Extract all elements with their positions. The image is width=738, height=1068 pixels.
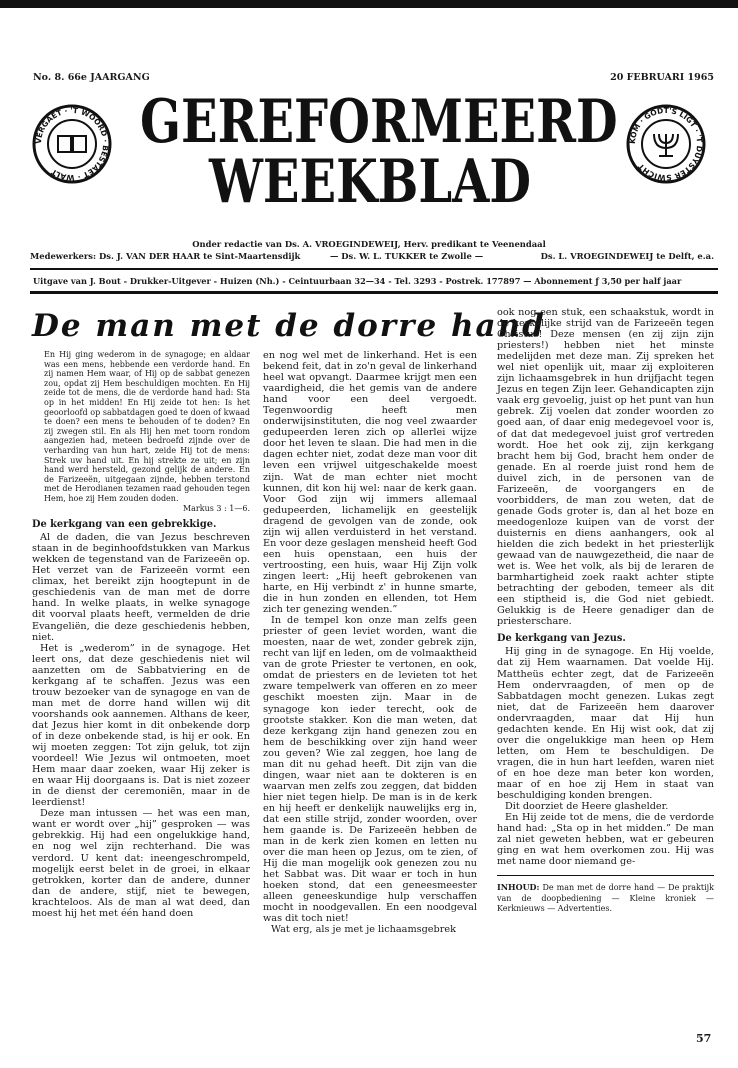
masthead-title-line2: WEEKBLAD xyxy=(209,147,531,217)
paragraph: En Hij zeide tot de mens, die de verdorde hand had: „Sta op in het midden.” De man zal niet geweten hebben, wat er gebeuren ging en wat hem overkomen zou. Hij was met name door niemand ge- xyxy=(497,812,714,868)
paragraph: In de tempel kon onze man zelfs geen priester of geen leviet worden, want die moesten, naar de wet, zonder gebrek zijn, recht van lijf en leden, om de volmaaktheid van de grote Priester te vertonen, en ook, omdat de priesters en de levieten tot het zware tempelwerk van offeren en zo meer geschikt moesten zijn. Maar in de synagoge kon ieder terecht, ook de grootste stakker. Kon die man weten, dat deze kerkgang zijn hand genezen zou en hem de beschikking over zijn hand weer zou geven? Wie zal zeggen, hoe lang de man dit nu gehad heeft. Dit zijn van die dingen, waar niet aan te dokteren is en waarvan men zelfs zou zeggen, dat bidden hier niet tegen hielp. De man is in de kerk en hij heeft er denkelijk nauwelijks erg in, dat een stille strijd, zonder woorden, over hem gaande is. De Farizeeën hebben de man in de kerk zien komen en letten nu over die man heen op Jezus, om te zien, of Hij die man mogelijk ook genezen zou nu het Sabbat was. Dit waar er toch in hun hoeken stond, dat een geneesmeester alleen geneeskundige hulp verschaffen mocht in noodgevallen. En een noodgeval was dit toch niet! xyxy=(263,615,477,925)
top-border xyxy=(0,0,738,8)
article-title: De man met de dorre hand xyxy=(32,308,546,344)
paragraph: en nog wel met de linkerhand. Het is een bekend feit, dat in zo'n geval de linkerhand heel wat opvangt. Daarmee krijgt men een vaardigheid, die het gemis van de andere hand voor een deel vergoedt. Tegenwoordig heeft men onderwijsinstituten, die nog veel zwaarder gedupeerden leren zich op allerlei wijze door het leven te slaan. Die had men in die dagen echter niet, zodat deze man voor dit leven een vrijwel uitgeschakelde moest zijn. Wat de man echter niet mocht kunnen, dit kon hij wel: naar de kerk gaan. Voor God zijn wij immers allemaal gedupeerden, lichamelijk en geestelijk dragend de gevolgen van de zonde, ook zijn wij allen verduisterd in het verstand. En voor deze geslagen mensheid heeft God een huis openstaan, een huis der vertroosting, een huis, waar Hij Zijn volk zingen leert: „Hij heeft gebrokenen van harte, en Hij verbindt z' in hunne smarte, die in hun zonden en ellenden, tot Hem zich ter genezing wenden.” xyxy=(263,350,477,616)
contributor-1: Medewerkers: Ds. J. VAN DER HAAR te Sint-Maartensdijk xyxy=(30,251,301,261)
contributor-2: — Ds. W. L. TUKKER te Zwolle — xyxy=(330,251,484,261)
contents-box xyxy=(497,875,714,915)
scripture-reference: Markus 3 : 1—6. xyxy=(182,503,250,513)
scripture-quote: En Hij ging wederom in de synagoge; en aldaar was een mens, hebbende een verdorde hand. En zij namen Hem waar, of Hij op de sabbat genezen zou, opdat zij Hem beschuldigen mochten. En Hij zeide tot de mens, die de verdorde hand had: Sta op in het midden! En Hij zeide tot hen: Is het geoorloofd op sabbatdagen goed te doen of kwaad te doen? een mens te behouden of te doden? En zij zwegen stil. En als Hij hen met toorn rondom aangezien had, meteen bedroefd zijnde over de verharding van hun hart, zeide Hij tot de mens: Strek uw hand uit. En hij strekte ze uit; en zijn hand werd hersteld, gezond gelijk de andere. En de Farizeeën, uitgegaan zijnde, hebben terstond met de Herodianen tezamen raad gehouden tegen Hem, hoe zij Hem zouden doden. Markus 3 : 1—6. xyxy=(44,350,250,513)
masthead-title-line1: GEREFORMEERD xyxy=(140,87,618,157)
subheading-2: De kerkgang van Jezus. xyxy=(497,633,626,645)
editor-line: Onder redactie van Ds. A. VROEGINDEWEIJ, Herv. predikant te Veenendaal xyxy=(192,239,546,249)
paragraph: Wat erg, als je met je lichaamsgebrek xyxy=(271,924,456,936)
publisher-line: Uitgave van J. Bout - Drukker-Uitgever - Huizen (Nh.) - Ceintuurbaan 32—34 - Tel. 3293 - Postrek. 177897 — Abonnement ƒ 3,50 per half jaar xyxy=(33,276,682,286)
paragraph: Al de daden, die van Jezus beschreven staan in de beginhoofdstukken van Markus wekken de tegenstand van de Farizeeën op. Het verzet van de Farizeeën vormt een climax, het bereikt zijn hoogtepunt in de geschiedenis van de man met de dorre hand. In welke plaats, in welke synagoge dit voorval plaats heeft, vermelden de drie Evangeliën, die deze geschiedenis hebben, niet. xyxy=(32,532,250,643)
right-seal-emblem xyxy=(626,104,706,184)
left-seal-emblem xyxy=(32,104,112,184)
paragraph: Dit doorziet de Heere glashelder. xyxy=(505,801,669,813)
page-number: 57 xyxy=(696,1032,712,1045)
right-seal-text: KOM · GODT'S LIGT · 'T DUYSTER SWICHT xyxy=(627,105,705,183)
contents-list xyxy=(497,882,714,915)
paragraph: Hij ging in de synagoge. En Hij voelde, dat zij Hem waarnamen. Dat voelde Hij. Mattheüs echter zegt, dat de Farizeeën Hem ondervraagden, of men op de Sabbatdagen mocht genezen. Lukas zegt niet, dat de Farizeeën hem daarover ondervraagden, maar dat Hij hun gedachten kende. En Hij wist ook, dat zij over die ongelukkige man heen op Hem letten, om Hem te beschuldigen. De vragen, die in hun hart leefden, waren niet of en hoe deze man beter kon worden, maar of en hoe zij Hem in staat van beschuldiging konden brengen. xyxy=(497,646,714,802)
rule-top xyxy=(30,268,718,270)
column-1 xyxy=(32,350,250,919)
column-3 xyxy=(497,307,714,915)
paragraph: Het is „wederom” in de synagoge. Het leert ons, dat deze geschiedenis niet wil aanzetten om de Sabbatviering en de kerkgang af te schaffen. Jezus was een trouw bezoeker van de synagoge en van de man met de dorre hand willen wij dit voorshands ook aannemen. Althans de keer, dat Jezus hier komt in dit onbekende dorp of in deze onbekende stad, is hij er ook. En wij moeten zeggen: Tot zijn geluk, tot zijn voordeel! Wie Jezus wil ontmoeten, moet Hem maar daar zoeken, waar Hij zeker is en waar Hij doorgaans is. Dat is niet zozeer in de dienst der ceremoniën, maar in de leerdienst! xyxy=(32,642,250,809)
left-seal-text: VERGAET · 'T WOORD · BESTAET · WALT xyxy=(33,105,111,183)
paragraph: Deze man intussen — het was een man, want er wordt over „hij” gesproken — was gebrekkig. Hij had een ongelukkige hand, en nog wel zijn rechterhand. Die was verdord. U kent dat: ineengeschrompeld, mogelijk eerst belet in de groei, in elkaar getrokken, korter dan de andere, dunner dan de andere, stijf, niet te bewegen, krachteloos. Als de man al wat deed, dan moest hij het met één hand doen xyxy=(32,808,250,919)
issue-number: No. 8. 66e JAARGANG xyxy=(33,72,150,83)
contributor-3: Ds. L. VROEGINDEWEIJ te Delft, e.a. xyxy=(540,251,714,261)
column-2 xyxy=(263,350,477,935)
subheading-1: De kerkgang van een gebrekkige. xyxy=(32,519,217,531)
paragraph: ook nog een stuk, een schaakstuk, wordt in de kerkelijke strijd van de Farizeeën tegen Christus! Deze mensen (en zij zijn zijn priesters!) hebben niet het minste medelijden met deze man. Zij spreken het wel niet openlijk uit, maar zij exploiteren zijn lichaamsgebrek in hun drijfjacht tegen Jezus en tegen Zijn leer. Gehandicapten zijn vaak erg gevoelig, juist op het punt van hun gebrek. Zij voelen dat zonder woorden zo goed aan, of daar enig medegevoel voor is, of dat dat medegevoel juist grof vertreden wordt. Hoe het ook zij, zijn kerkgang bracht hem bij God, bracht hem onder de genade. En al roerde juist rond hem de duivel zich, in de personen van de Farizeeën, de voorgangers en de voorbidders, de man zou weten, dat de genade Gods groter is, dan al het boze en meedogenloze kuipen van de vorst der duisternis en diens aanhangers, ook al hielden die zich bedekt in het priesterlijk gewaad van de nauwgezetheid, die naar de wet is. Wee het volk, als bij de leraren de barmhartigheid zoek raakt achter stipte betrachting der geboden, temeer als dit een stiptheid is, die God niet gebiedt. Gelukkig is de Heere genadiger dan de priesterschare. xyxy=(497,307,714,628)
rule-bottom xyxy=(30,291,718,294)
contents-text: De man met de dorre hand — De praktijk van de doopbediening — Kleine kroniek — Kerknieuws — Advertenties. xyxy=(497,883,715,914)
issue-date: 20 FEBRUARI 1965 xyxy=(610,72,714,83)
contents-label: INHOUD: xyxy=(497,882,540,893)
